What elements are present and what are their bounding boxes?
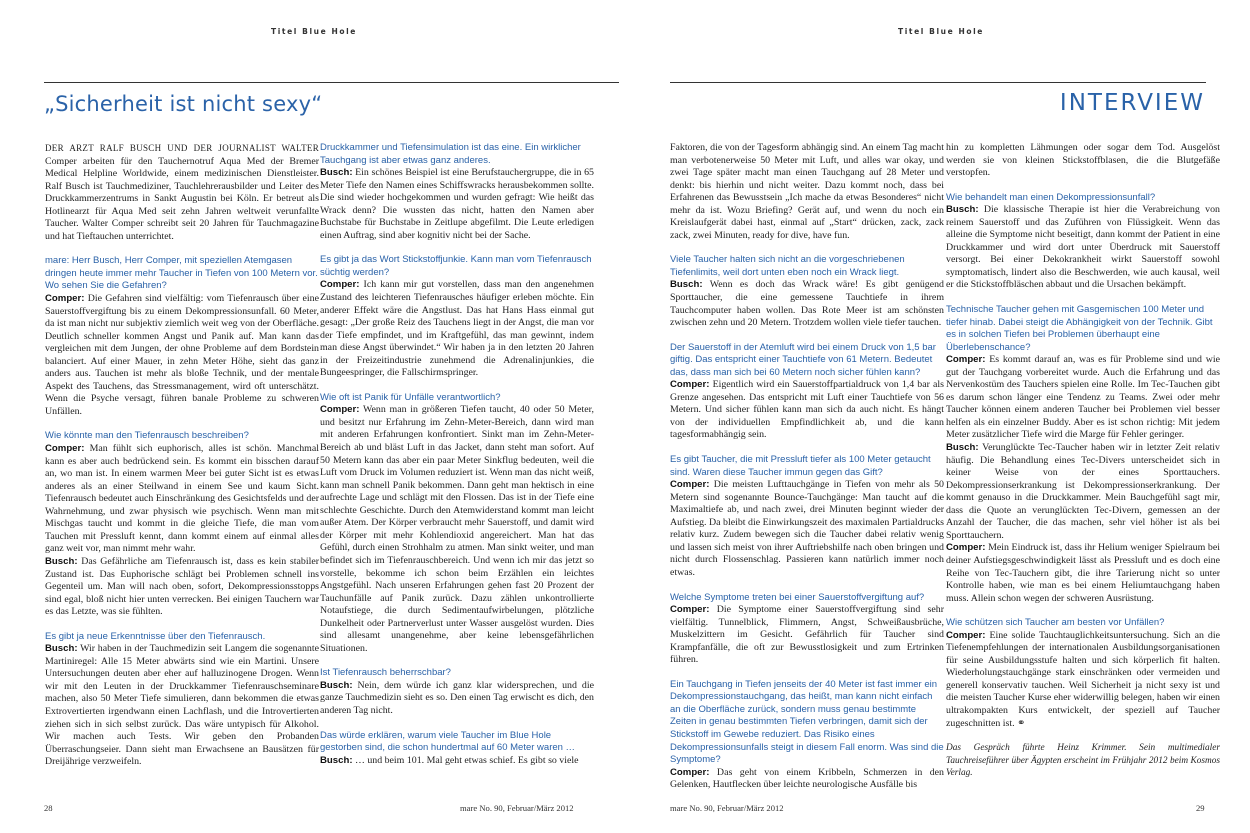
answer-text: Nein, dem würde ich ganz klar widersprechen, und die ganze Tauchmedizin sieht es so. Den einen Tag erwischt es dich, den anderen Tag nicht. bbox=[320, 679, 594, 716]
speaker-label: Comper: bbox=[670, 766, 710, 778]
speaker-label: Busch: bbox=[946, 204, 979, 216]
answer-text: Die Symptome einer Sauerstoffvergiftung sind sehr vielfältig. Tunnelblick, Flimmern, Angst, Schweißausbrüche, Muskelzittern im Gesicht. Gefährlich für Taucher sind Krampfanfälle, die oft zur Bewusstlosigkeit und zum Ertrinken führen. bbox=[670, 604, 944, 666]
answer-paragraph bbox=[670, 479, 944, 579]
answer-paragraph bbox=[320, 404, 594, 655]
answer-text: Man fühlt sich euphorisch, alles ist schön. Manchmal kann es aber auch bedrückend sein. Es kommt ein bisschen darauf an, wo man ist. In einem warmen Meer bei guter Sicht ist es etwas anderes als an einer Steilwand in einem See und kaum Sicht. Tiefenrausch bedeutet auch Einschränkung des Gesichtsfelds und der Wahrnehmung, und zwar physisch wie psychisch. Wenn man mit Mischgas taucht und kommt in die gleiche Tiefe, die man vom Tauchen mit Pressluft kennt, dann kommt einem auf einmal alles ganz weit vor, man nimmt mehr wahr. bbox=[45, 443, 319, 555]
answer-paragraph bbox=[45, 643, 319, 768]
answer-paragraph bbox=[45, 443, 319, 556]
answer-paragraph bbox=[946, 630, 1220, 730]
answer-text: Mein Eindruck ist, dass ihr Helium weniger Spielraum bei deiner Aufstiegsgeschwindigkeit lässt als Pressluft und es doch eine Reihe von Tec-Tauchern gibt, die ihre Tarierung nicht so unter Kontrolle haben, wie man es bei einem Heliumtauchgang haben muss. Allein schon wegen der schweren Ausrüstung. bbox=[946, 542, 1220, 604]
speaker-label: Comper: bbox=[670, 604, 710, 616]
question: Druckkammer und Tiefensimulation ist das eine. Ein wirklicher Tauchgang ist aber etwas ganz anderes. bbox=[320, 142, 581, 166]
continued-paragraph: hin zu kompletten Lähmungen oder sogar dem Tod. Ausgelöst werden sie von kleinen Stickstoffblasen, die die Blutgefäße verstopfen. bbox=[946, 142, 1220, 179]
speaker-label: Comper: bbox=[320, 279, 360, 291]
running-head-left: Titel Blue Hole bbox=[271, 27, 357, 36]
speaker-label: Comper: bbox=[946, 542, 986, 554]
answer-paragraph bbox=[670, 604, 944, 667]
answer-text: Verunglückte Tec-Taucher haben wir in letzter Zeit relativ häufig. Die Behandlung eines Tec-Divers unterscheidet sich in keiner Weise von der eines Sporttauchers. Dekompressionserkrankung ist Dekompressionserkrankung. Der kommt genauso in die Druckkammer. Mein Bauchgefühl sagt mir, dass die Quote an verunglückten Tec-Divern, gemessen an der Anzahl der Taucher, die das machen, sehr viel höher ist als bei Sporttauchern. bbox=[946, 442, 1220, 541]
answer-paragraph bbox=[45, 556, 319, 619]
answer-text: Wir haben in der Tauchmedizin seit Langem die sogenannte Martiniregel: Alle 15 Meter abwärts sind wie ein Martini. Unsere Untersuchungen deuten aber eher auf halluzinogene Drogen. Wenn wir mit den Leuten in der Druckkammer Tiefenrauschseminare machen, also 50 Meter Tiefe simulieren, dann bekommen die etwas Extrovertierten irgendwann einen Lachflash, und die Introvertierten ziehen sich in sich selbst zurück. Das wäre untypisch für Alkohol. Wir machen auch Tests. Wir geben den Probanden Überraschungseier. Dann sieht man Erwachsene an Bausätzen für Dreijährige verzweifeln. bbox=[45, 643, 319, 768]
intro-paragraph bbox=[45, 142, 319, 243]
answer-paragraph bbox=[670, 379, 944, 442]
answer-paragraph bbox=[670, 279, 944, 329]
question: Der Sauerstoff in der Atemluft wird bei einem Druck von 1,5 bar giftig. Das entspricht einer Tauchtiefe von 61 Metern. Bedeutet das, dass man sich bei 60 Metern noch sicher fühlen kann? bbox=[670, 341, 936, 378]
speaker-label: Busch: bbox=[320, 679, 353, 691]
answer-paragraph bbox=[320, 167, 594, 242]
answer-text: Wenn man in größeren Tiefen taucht, 40 oder 50 Meter, und besitzt nur Erfahrung im Zehn-Meter-Bereich, dann wird man mit anderen Erfahrungen konfrontiert. Sinkt man im Zehn-Meter-Bereich ab und bläst Luft in das Jacket, dann steht man sofort. Auf 50 Metern kann das aber ein paar Meter Sinkflug bedeuten, weil die Luft vom Druck im Volumen reduziert ist. Wenn man das nicht weiß, kann man schnell Panik bekommen. Dann geht man hektisch in eine aufrechte Lage und schlägt mit den Flossen. Das ist in der Tiefe eine schlechte Geschichte. Durch den Atemwiderstand kommt man leicht außer Atem. Der Körper verbraucht mehr Sauerstoff, und damit wird der Körper mit mehr Kohlendioxid angereichert. Man hat das Gefühl, durch einen Strohhalm zu atmen. Man sinkt weiter, und man befindet sich im Tiefenrauschbereich. Und wenn ich mir das jetzt so vorstelle, bekomme ich schon beim Erzählen ein leichtes Angstgefühl. Nach unseren Erfahrungen gehen fast 20 Prozent der Tauchunfälle auf Panik zurück. Dazu zählen unkontrollierte Notaufstiege, die durch Sedimentaufwirbelungen, plötzliche Dunkelheit oder Partnerverlust unter Wasser ausgelöst wurden. Dies sind allesamt unangenehme, aber keine lebensgefährlichen Situationen. bbox=[320, 404, 594, 654]
speaker-label: Comper: bbox=[45, 293, 85, 305]
interview-credit: Das Gespräch führte Heinz Krimmer. Sein multimedialer Tauchreiseführer über Ägypten erscheint im Frühjahr 2012 beim Kosmos Verlag. bbox=[946, 743, 1220, 779]
text-column-3 bbox=[670, 142, 944, 791]
answer-paragraph bbox=[45, 293, 319, 418]
section-label: INTERVIEW bbox=[1059, 90, 1205, 116]
answer-paragraph bbox=[946, 442, 1220, 542]
question: Ein Tauchgang in Tiefen jenseits der 40 Meter ist fast immer ein Dekompressionstauchgang, das heißt, man kann nicht einfach an die Oberfläche zurück, sondern muss genau bestimmte Zeiten in genau bestimmten Tiefen verbringen, damit sich der Stickstoff im Gewebe reduziert. Das Risiko eines Dekompressionsunfalls steigt in diesem Fall enorm. Was sind die Symptome? bbox=[670, 678, 944, 766]
intro-lead: DER ARZT RALF BUSCH UND DER JOURNALIST WALTER bbox=[45, 143, 319, 153]
speaker-label: Comper: bbox=[670, 479, 710, 491]
answer-text: Das Gefährliche am Tiefenrausch ist, dass es kein stabiler Zustand ist. Das Euphorische schlägt bei Problemen schnell ins Gegenteil um. Man will nach oben, sofort, Dekompressionsstopps sind egal, bloß nicht hier unten verrecken. Bei einigen Tauchern war es das Letzte, was sie fühlten. bbox=[45, 555, 319, 618]
speaker-label: Busch: bbox=[320, 754, 353, 766]
answer-text: Es kommt darauf an, was es für Probleme sind und wie gut der Tauchgang vorbereitet wurde. Auch die Erfahrung und das Nervenkostüm des Tauchers spielen eine Rolle. Im Tec-Tauchen gibt es darum schon länger eine Tendenz zu Teams. Zwei oder mehr Taucher können einem anderen Taucher bei Problemen viel besser helfen als ein einzelner Buddy. Aber es ist schon richtig: Mit jedem Meter zusätzlicher Tiefe wird die Marge für Fehler geringer. bbox=[946, 354, 1220, 441]
issue-info-left: mare No. 90, Februar/März 2012 bbox=[460, 803, 574, 813]
text-column-2 bbox=[320, 142, 594, 774]
question: Es gibt ja neue Erkenntnisse über den Tiefenrausch. bbox=[45, 630, 266, 642]
answer-text: Ein schönes Beispiel ist eine Berufstauchergruppe, die in 65 Meter Tiefe den Namen eines Schiffswracks herausbekommen sollte. Die sind wieder hochgekommen und wurden gefragt: Wie heißt das Wrack denn? Die wussten das nicht, hatten den Namen aber Buchstabe für Buchstabe in Zeitlupe abgefilmt. Die Leute erledigen einen Auftrag, sind aber kognitiv nicht bei der Sache. bbox=[320, 167, 594, 241]
speaker-label: Busch: bbox=[45, 643, 78, 655]
text-column-1 bbox=[45, 142, 319, 774]
speaker-label: Busch: bbox=[320, 167, 353, 179]
issue-info-right: mare No. 90, Februar/März 2012 bbox=[670, 803, 784, 813]
question: Es gibt Taucher, die mit Pressluft tiefer als 100 Meter getaucht sind. Waren diese Taucher immun gegen das Gift? bbox=[670, 454, 931, 478]
question: Technische Taucher gehen mit Gasgemischen 100 Meter und tiefer hinab. Dabei steigt die Abhängigkeit von der Technik. Gibt es in solchen Tiefen bei Problemen überhaupt eine Überlebenschance? bbox=[946, 304, 1213, 353]
running-head-right: Titel Blue Hole bbox=[898, 27, 984, 36]
answer-text: Eine solide Tauchtauglichkeitsuntersuchung. Sich an die Tiefenempfehlungen der internationalen Ausbildungsorganisationen für seine Ausbildungsstufe halten und sich körperlich fit halten. Wiederholungstauchgänge stark einschränken oder vermeiden und generell konservativ tauchen. Weil Sicherheit ja nicht sexy ist und die meisten Taucher Kurse eher widerwillig belegen, haben wir einen ultrakompakten Kurs entwickelt, der speziell auf Taucher zugeschnitten ist. ⚭ bbox=[946, 629, 1220, 729]
answer-paragraph bbox=[946, 542, 1220, 605]
answer-paragraph bbox=[946, 354, 1220, 442]
answer-text: Die klassische Therapie ist hier die Verabreichung von reinem Sauerstoff und das Zuführen von Flüssigkeit. Wenn das alleine die Symptome nicht beseitigt, dann kommt der Patient in eine Druckkammer und wird dort unter Überdruck mit Sauerstoff versorgt. Bei einer Dekokrankheit wirkt Sauerstoff sowohl symptomatisch, lindert also die Beschwerden, wie auch kausal, weil er die Stickstoffbläschen abbaut und die Ursachen bekämpft. bbox=[946, 204, 1220, 291]
question: Ist Tiefenrausch beherrschbar? bbox=[320, 667, 451, 679]
question: Es gibt ja das Wort Stickstoffjunkie. Kann man vom Tiefenrausch süchtig werden? bbox=[320, 254, 592, 278]
answer-paragraph bbox=[320, 279, 594, 379]
question: Wie schützen sich Taucher am besten vor Unfällen? bbox=[946, 617, 1165, 629]
speaker-label: Comper: bbox=[946, 354, 986, 366]
question: mare: Herr Busch, Herr Comper, mit speziellen Atemgasen dringen heute immer mehr Taucher in Tiefen von 100 Metern vor. Wo sehen Sie die Gefahren? bbox=[45, 255, 318, 292]
answer-text: Eigentlich wird ein Sauerstoffpartialdruck von 1,4 bar als Grenze angesehen. Das entspricht mit Luft einer Tauchtiefe von 56 Metern. Und sicher fühlen kann man sich da auch nicht. Es hängt von der individuellen Empfindlichkeit ab, und die kann tagesformabhängig sein. bbox=[670, 379, 944, 441]
question: Welche Symptome treten bei einer Sauerstoffvergiftung auf? bbox=[670, 591, 925, 603]
speaker-label: Busch: bbox=[946, 442, 979, 454]
answer-text: Ich kann mir gut vorstellen, dass man den angenehmen Zustand des leichteren Tiefenrausches häufiger erleben möchte. Ein anderer Effekt wäre die Angstlust. Das hat Hans Hass einmal gut gesagt: „Der große Reiz des Tauchens liegt in der Angst, die man vor der Tiefe empfindet, und im Kraftgefühl, das man gewinnt, indem man diese Angst überwindet.“ Wir haben ja in den letzten 20 Jahren in der Freizeitindustrie zunehmend die Adrenalinjunkies, die Bungeespringer, die Fallschirmspringer. bbox=[320, 279, 594, 379]
question: Wie behandelt man einen Dekompressionsunfall? bbox=[946, 191, 1156, 203]
answer-text: Wenn es doch das Wrack wäre! Es gibt genügend Sporttaucher, die eine gemessene Tauchtiefe in ihrem Tauchcomputer haben wollen. Das Rote Meer ist am schönsten zwischen zehn und 20 Metern. Trotzdem wollen viele tiefer tauchen. bbox=[670, 279, 944, 329]
page-number-right: 29 bbox=[1196, 803, 1205, 813]
text-column-4 bbox=[946, 142, 1220, 779]
answer-paragraph bbox=[670, 767, 944, 792]
speaker-label: Comper: bbox=[320, 404, 360, 416]
top-rule-left bbox=[44, 82, 619, 83]
answer-text: Das geht von einem Kribbeln, Schmerzen in den Gelenken, Hautflecken über leichte neurologische Ausfälle bis bbox=[670, 766, 944, 791]
speaker-label: Busch: bbox=[670, 279, 703, 291]
speaker-label: Comper: bbox=[45, 443, 85, 455]
intro-text: Comper arbeiten für den Tauchernotruf Aqua Med der Bremer Medical Helpline Worldwide, einem medizinischen Dienstleister. Ralf Busch ist Tauchmediziner, Tauchlehrerausbilder und Leiter des Druckkammerzentrums in Sankt Augustin bei Köln. Er betreut als Hotlinearzt für Aqua Med seit zehn Jahren weltweit verunfallte Taucher. Walter Comper schreibt seit 20 Jahren für Tauchmagazine und hat Tieftauchen unterrichtet. bbox=[45, 155, 319, 242]
page-number-left: 28 bbox=[44, 803, 53, 813]
answer-text: Die Gefahren sind vielfältig: vom Tiefenrausch über eine Sauerstoffvergiftung bis zu einem Dekompressionsunfall. 60 Meter, da ist man nicht nur subjektiv ziemlich weit weg von der Oberfläche. Deutlich schneller kommen Angst und Panik auf. Man kann das vergleichen mit dem Jungen, der ohne Probleme auf dem Bordstein balanciert. Auf einer Mauer, in zehn Meter Höhe, sieht das ganz anders aus. Tauchen ist mehr als bloße Technik, und der mentale Aspekt des Tauchens, das Stressmanagement, wird oft unterschätzt. Wenn die Psyche versagt, führen banale Probleme zu schweren Unfällen. bbox=[45, 293, 319, 417]
question: Wie oft ist Panik für Unfälle verantwortlich? bbox=[320, 391, 501, 403]
article-title: „Sicherheit ist nicht sexy“ bbox=[44, 92, 323, 116]
answer-paragraph bbox=[946, 204, 1220, 292]
answer-text: Die meisten Lufttauchgänge in Tiefen von mehr als 50 Metern sind sogenannte Bounce-Tauchgänge: Man taucht auf die Maximaltiefe ab, und nach zwei, drei Minuten beginnt wieder der Aufstieg. Da bleibt die Einwirkungszeit des maximalen Partialdrucks relativ kurz. Zudem bewegen sich die Taucher dabei relativ wenig und lassen sich meist von ihrer Auftriebshilfe nach oben bringen und nicht durch Flossenschlag. Passieren kann natürlich immer noch etwas. bbox=[670, 479, 944, 578]
speaker-label: Busch: bbox=[45, 555, 78, 567]
question: Viele Taucher halten sich nicht an die vorgeschriebenen Tiefenlimits, weil dort unten eben noch ein Wrack liegt. bbox=[670, 254, 905, 278]
question: Das würde erklären, warum viele Taucher im Blue Hole gestorben sind, die schon hundertmal auf 60 Meter waren … bbox=[320, 729, 576, 754]
answer-paragraph bbox=[320, 755, 594, 768]
speaker-label: Comper: bbox=[670, 379, 710, 391]
answer-text: … und beim 101. Mal geht etwas schief. Es gibt so viele bbox=[352, 754, 579, 766]
question: Wie könnte man den Tiefenrausch beschreiben? bbox=[45, 430, 249, 442]
answer-paragraph bbox=[320, 680, 594, 718]
speaker-label: Comper: bbox=[946, 629, 986, 641]
continued-paragraph: Faktoren, die von der Tagesform abhängig sind. An einem Tag macht man verbotenerweise 50 Meter mit Luft, und alles war okay, und zwei Tage später macht man einen Tauchgang auf 28 Meter und denkt: bis hierhin und nicht weiter. Dazu kommt noch, dass bei Erfahrenen das Bewusstsein „Ich mache da etwas Besonderes“ nicht mehr da ist. Wozu Briefing? Gerät auf, und wenn du noch ein Kreislaufgerät dabei hast, einmal auf „Start“ drücken, zack, zack zack, zwei Minuten, ready for dive, have fun. bbox=[670, 142, 944, 241]
top-rule-right bbox=[670, 82, 1206, 83]
